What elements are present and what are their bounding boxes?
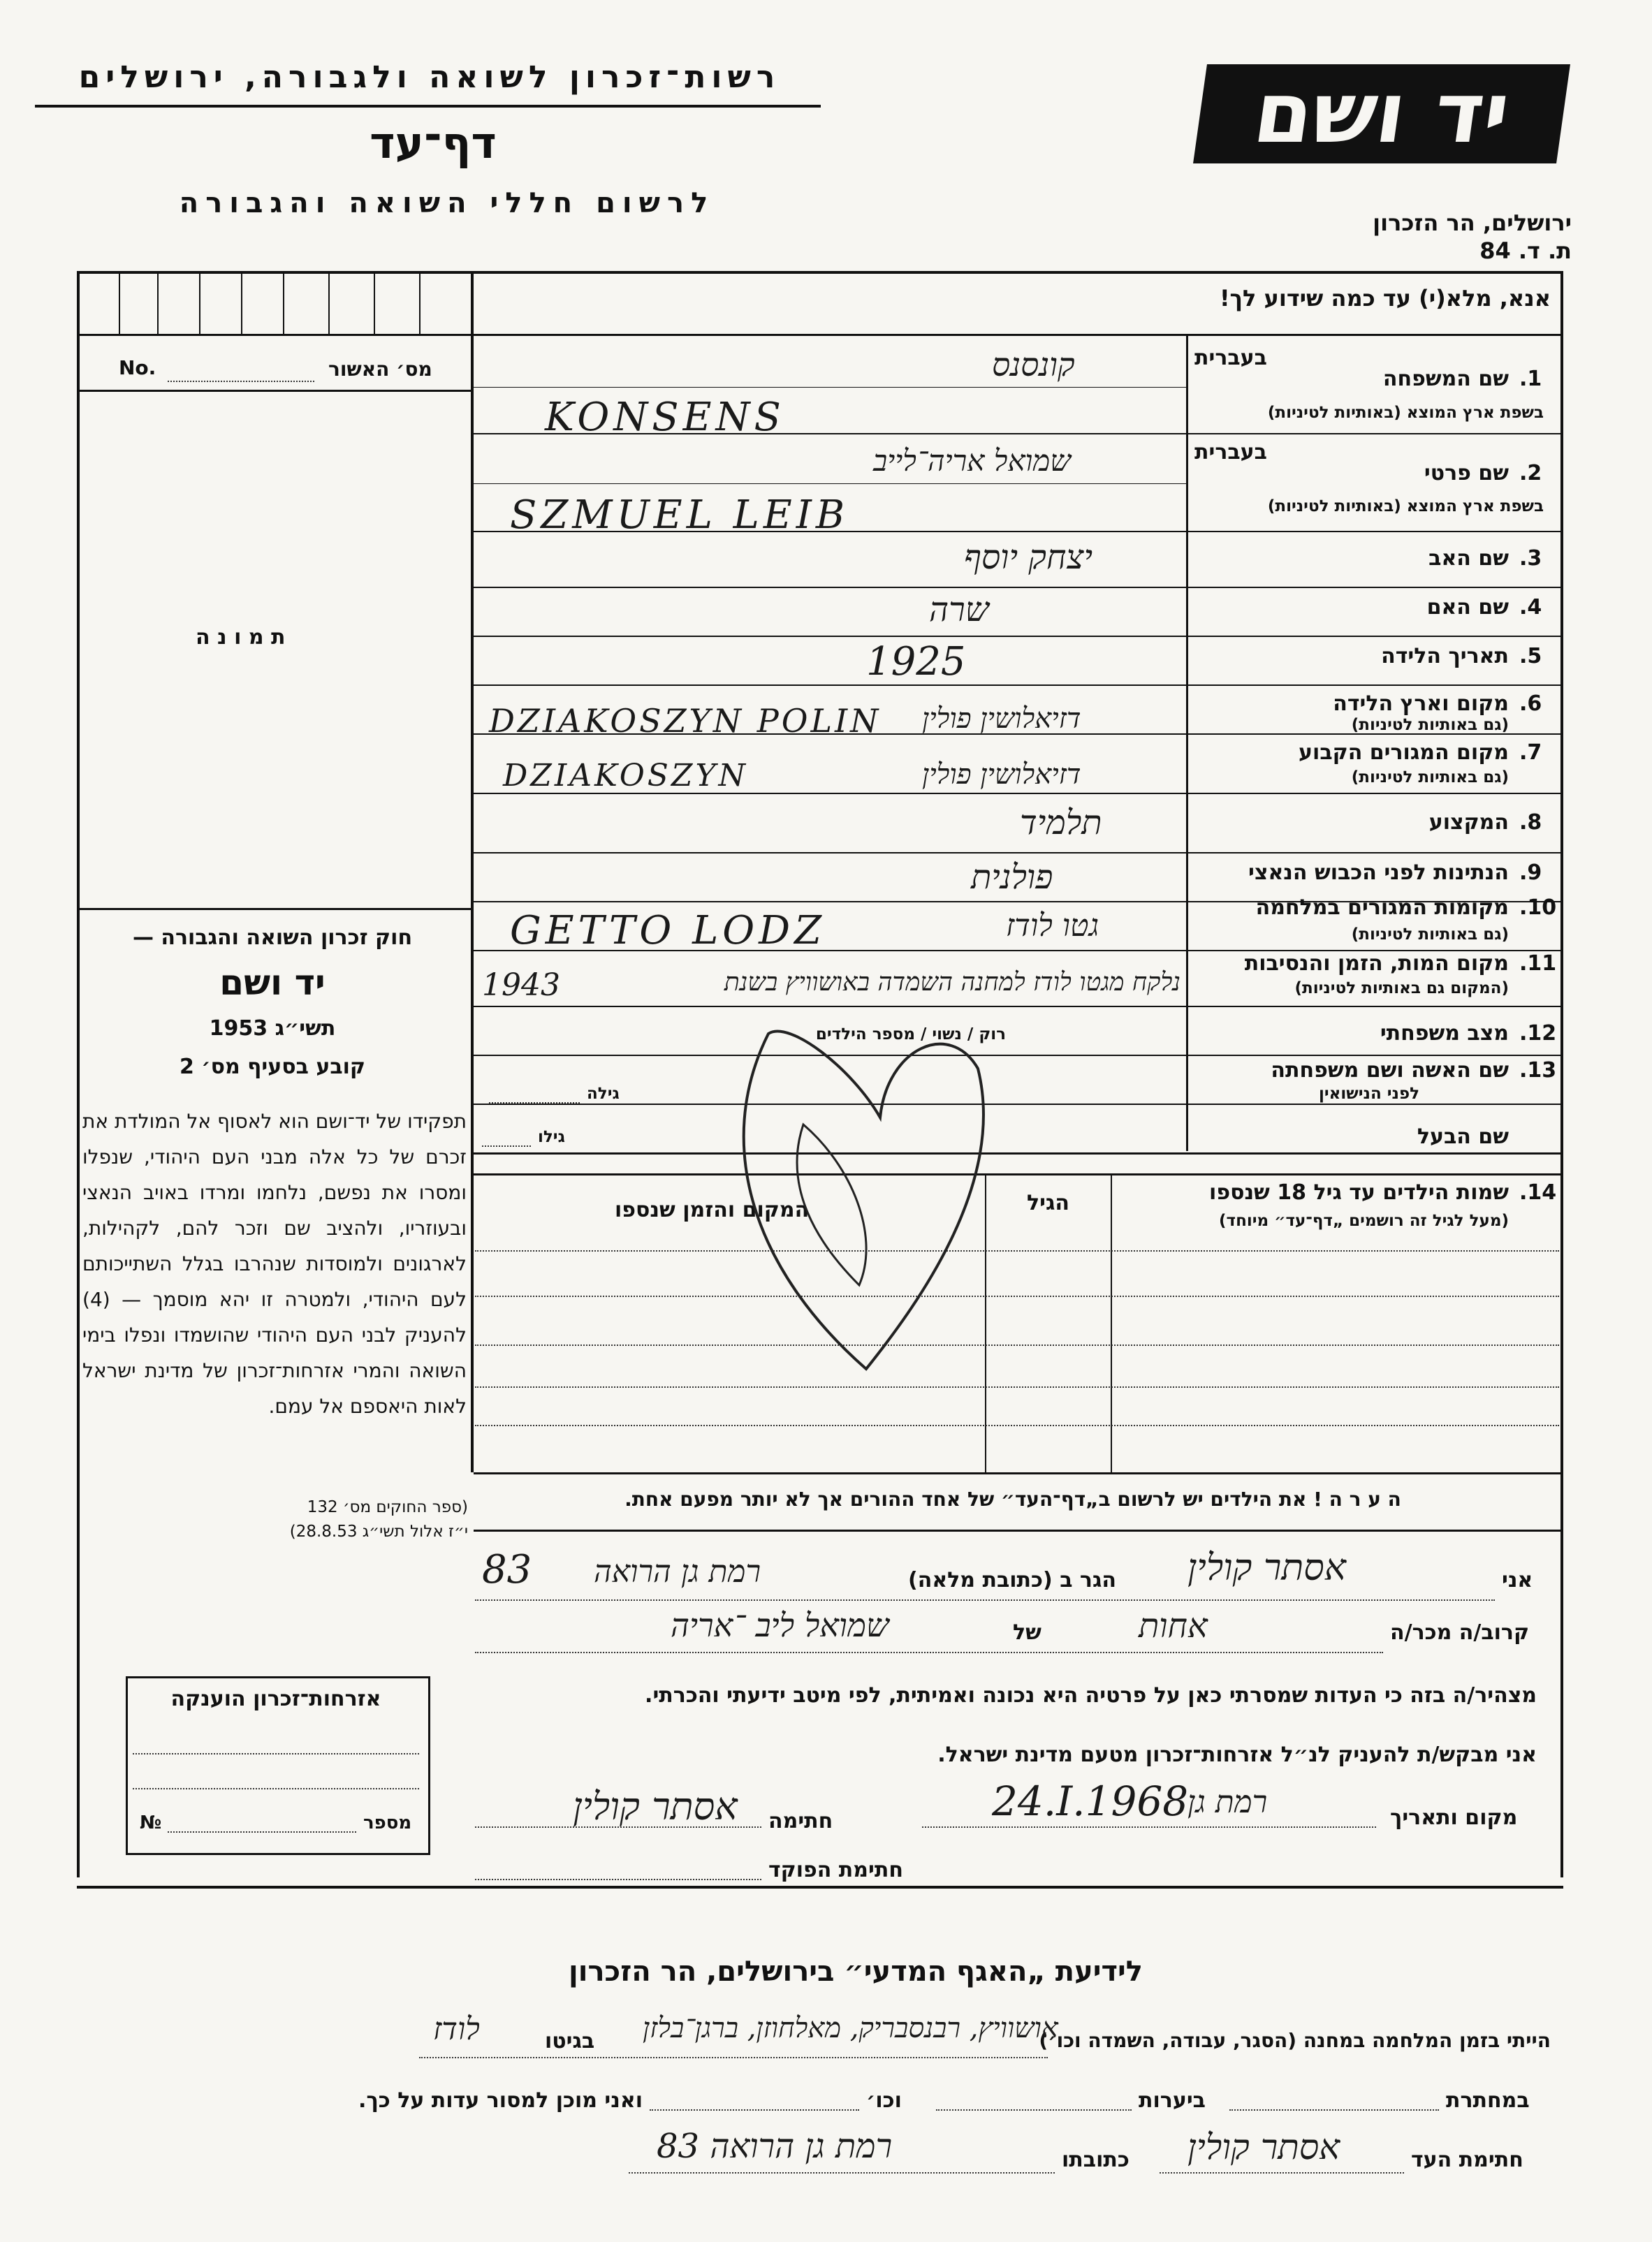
witness-i: אני	[1502, 1568, 1533, 1592]
citizenship-no: №	[140, 1812, 162, 1833]
bottom-line1: הייתי בזמן המלחמה במחנה (הסגר, עבודה, השמדה וכו׳)	[1039, 2029, 1551, 2052]
witness-address-no[interactable]: 83	[482, 1547, 532, 1592]
f13-num: 13.	[1519, 1058, 1557, 1083]
bottom-ready: ואני מוכן למסור עדות על כך.	[358, 2088, 643, 2113]
date-value[interactable]: 24.I.1968	[992, 1778, 1189, 1825]
f7-value-lat[interactable]: DZIAKOSZYN	[503, 758, 749, 793]
f9-num: 9.	[1519, 860, 1542, 885]
f3-num: 3.	[1519, 546, 1542, 571]
f4-label: שם האם	[1426, 595, 1509, 620]
f13-sub: לפני הנישואין	[1319, 1085, 1419, 1103]
signature-value[interactable]: אסתר קולין	[573, 1785, 738, 1829]
bottom-etc: וכו׳	[866, 2088, 902, 2113]
approval-label: מס׳ האשור	[328, 358, 432, 381]
f4-value[interactable]: שרה	[929, 590, 989, 629]
f9-value[interactable]: פולנית	[971, 858, 1053, 897]
f6-num: 6.	[1519, 691, 1542, 716]
address: ירושלים, הר הזכרון	[1373, 210, 1572, 236]
bottom-ghetto[interactable]: לודז	[433, 2012, 480, 2047]
f2-value-lat[interactable]: SZMUEL LEIB	[510, 492, 849, 538]
f3-value[interactable]: יצחק יוסף	[964, 538, 1093, 577]
f13-age-husband: גילו	[538, 1128, 565, 1146]
f5-value[interactable]: 1925	[866, 639, 966, 684]
form-title: דף־עד	[370, 117, 497, 168]
photo-label: ת מ ו נ ה	[196, 625, 286, 650]
f1-value-lat[interactable]: KONSENS	[545, 395, 785, 440]
f14-sub: (מעל לגיל זה רושמים „דף־עד״ מיוחד)	[1219, 1212, 1509, 1230]
f11-year[interactable]: 1943	[482, 967, 560, 1003]
witness-of: של	[1013, 1620, 1041, 1645]
f13-label: שם האשה ושם משפחתה	[1271, 1058, 1509, 1083]
f9-label: הנתינות לפני הכבוש הנאצי	[1248, 860, 1509, 885]
bottom-camps[interactable]: אושוויץ, רבנסבריק, מאלחוזן, ברגן־בלזן	[643, 2012, 1058, 2044]
f1-label: שם המשפחה	[1382, 367, 1509, 391]
law-title: חוק זכרון השואה והגבורה —	[132, 925, 413, 950]
f7-num: 7.	[1519, 740, 1542, 765]
citizenship-number: מספר	[363, 1812, 412, 1833]
f14-label: שמות הילדים עד גיל 18 שנספו	[1209, 1180, 1509, 1205]
f2-label: שם פרטי	[1424, 461, 1509, 485]
witness-resides: הגר ב (כתובת מלאה)	[908, 1568, 1117, 1592]
f3-label: שם האב	[1428, 546, 1509, 571]
f6-sub: (גם באותיות לטיניות)	[1351, 716, 1509, 734]
f2-sub: בשפת ארץ המוצא (באותיות לטיניות)	[1267, 497, 1544, 515]
f11-num: 11.	[1519, 951, 1557, 976]
witness-subject[interactable]: שמואל ליב ־אריה	[671, 1606, 889, 1644]
bottom-ghetto-label: בגיטו	[545, 2029, 595, 2053]
f6-value-heb[interactable]: דזיאלושין פולין	[922, 703, 1081, 735]
law-clause: קובע בסעיף מס׳ 2	[179, 1055, 366, 1079]
bottom-title: לידיעת „האגף המדעי״ בירושלים, הר הזכרון	[569, 1956, 1143, 1988]
law-text: תפקידו של יד־ושם הוא לאסוף אל המולדת את זכרם של כל אלה מבני העם היהודי, שנפלו ומסרו את נפשם, נלחמו ומרדו באויב הנאצי ובעוזריו, ולהציב שם וזכר להם, לקהילות, לארגונים ולמוסדות שנהרבו בגלל השתייכותם לעם היהודי, ולמטרה זו יהא מוסמך — (4) להעניק לבני העם היהודי שהושמדו ונפלו בימי השואה והמרי אזרחות־זכרון של מדינת ישראל לאות היאספם אל עמם.	[82, 1110, 467, 1418]
f11-value[interactable]: נלקח מגטו לודז למחנה השמדה באושוויץ בשנת	[724, 968, 1180, 997]
f10-sub: (גם באותיות לטיניות)	[1351, 925, 1509, 944]
children-note: ה ע ר ה ! את הילדים יש לרשום ב„דף־העד״ של אחד ההורים אך לא יותר מפעם אחת.	[624, 1488, 1401, 1511]
f10-value-lat[interactable]: GETTO LODZ	[510, 908, 826, 953]
f14-col-place: המקום והזמן שנספו	[615, 1198, 810, 1222]
bottom-witness-sig-label: חתימת העד	[1411, 2148, 1523, 2172]
approval-no: No.	[119, 356, 156, 379]
f10-num: 10.	[1519, 895, 1557, 920]
form-subtitle: לרשום חללי השואה והגבורה	[179, 187, 715, 219]
law-ref-1: (ספר החוקים מס׳ 132	[307, 1498, 468, 1516]
f8-label: המקצוע	[1428, 810, 1509, 835]
f5-num: 5.	[1519, 644, 1542, 668]
instruction: אנא, מלא(י) עד כמה שידוע לך!	[1219, 285, 1551, 312]
witness-request: אני מבקש/ת להעניק לנ״ל אזרחות־זכרון מטעם מדינת ישראל.	[937, 1743, 1537, 1767]
f10-label: מקומות המגורים במלחמה	[1255, 895, 1509, 920]
officer-signature-label: חתימת הפוקד	[768, 1858, 903, 1882]
place-date-value[interactable]: רמת גן	[1187, 1785, 1268, 1820]
org-name: רשות־זכרון לשואה ולגבורה, ירושלים	[78, 59, 781, 95]
law-name: יד ושם	[219, 962, 326, 1003]
f1-heb: בעברית	[1194, 346, 1267, 370]
witness-address[interactable]: רמת גן הרואה	[594, 1554, 761, 1590]
f7-label: מקום המגורים הקבוע	[1299, 740, 1509, 765]
bottom-address-label: כתובתו	[1062, 2148, 1130, 2172]
f14-num: 14.	[1519, 1180, 1557, 1205]
f6-value-lat[interactable]: DZIAKOSZYN POLIN	[489, 702, 882, 740]
witness-name[interactable]: אסתר קולין	[1187, 1547, 1346, 1589]
f13-age-wife: גילה	[587, 1085, 620, 1103]
f10-value-heb[interactable]: גטו לודז	[1006, 908, 1099, 944]
witness-declaration: מצהיר/ה בזה כי העדות שמסרתי כאן על פרטיה היא נכונה ואמיתית, לפי מיטב ידיעתי והכרתי.	[645, 1683, 1537, 1708]
f7-value-heb[interactable]: דזיאלושין פולין	[922, 759, 1081, 791]
f12-options: רוק / נשוי / מספר הילדים	[815, 1025, 1006, 1043]
place-date-label: מקום ותאריך	[1390, 1805, 1518, 1830]
f14-col-age: הגיל	[1027, 1191, 1069, 1215]
f8-value[interactable]: תלמיד	[1020, 803, 1102, 842]
f12-label: מצב משפחתי	[1380, 1021, 1509, 1046]
yad-vashem-logo: יד ושם	[1193, 64, 1570, 163]
bottom-address[interactable]: רמת גן הרואה 83	[657, 2127, 893, 2166]
f4-num: 4.	[1519, 595, 1542, 620]
f2-num: 2.	[1519, 461, 1542, 485]
pobox: ת. ד. 84	[1479, 237, 1572, 264]
f11-sub: (המקום גם באותיות לטיניות)	[1294, 979, 1509, 997]
signature-label: חתימה	[768, 1809, 833, 1833]
f8-num: 8.	[1519, 810, 1542, 835]
f1-value-heb[interactable]: קונסנס	[992, 346, 1075, 383]
f13-husband: שם הבעל	[1417, 1124, 1509, 1149]
bottom-forests: ביערות	[1139, 2088, 1206, 2113]
f7-sub: (גם באותיות לטיניות)	[1351, 768, 1509, 786]
f6-label: מקום וארץ הלידה	[1333, 691, 1509, 716]
f11-label: מקום המות, הזמן והנסיבות	[1244, 951, 1509, 976]
scribble-mark	[712, 1006, 1006, 1397]
law-year: תשי״ג 1953	[209, 1016, 336, 1041]
f5-label: תאריך הלידה	[1381, 644, 1509, 668]
witness-relative-label: קרוב/ה מכר/ה	[1390, 1620, 1530, 1645]
f2-value-heb[interactable]: שמואל אריה־לייב	[873, 444, 1072, 478]
citizenship-title: אזרחות־זכרון הוענקה	[170, 1687, 381, 1711]
f1-num: 1.	[1519, 367, 1542, 391]
f12-num: 12.	[1519, 1021, 1557, 1046]
f2-heb: בעברית	[1194, 440, 1267, 464]
witness-relation[interactable]: אחות	[1139, 1606, 1208, 1646]
bottom-underground: במחתרת	[1446, 2088, 1530, 2113]
f1-sub: בשפת ארץ המוצא (באותיות לטיניות)	[1267, 404, 1544, 422]
law-ref-2: י״ז אלול תשי״ג 28.8.53)	[289, 1523, 468, 1541]
bottom-witness-sig[interactable]: אסתר קולין	[1187, 2127, 1340, 2167]
